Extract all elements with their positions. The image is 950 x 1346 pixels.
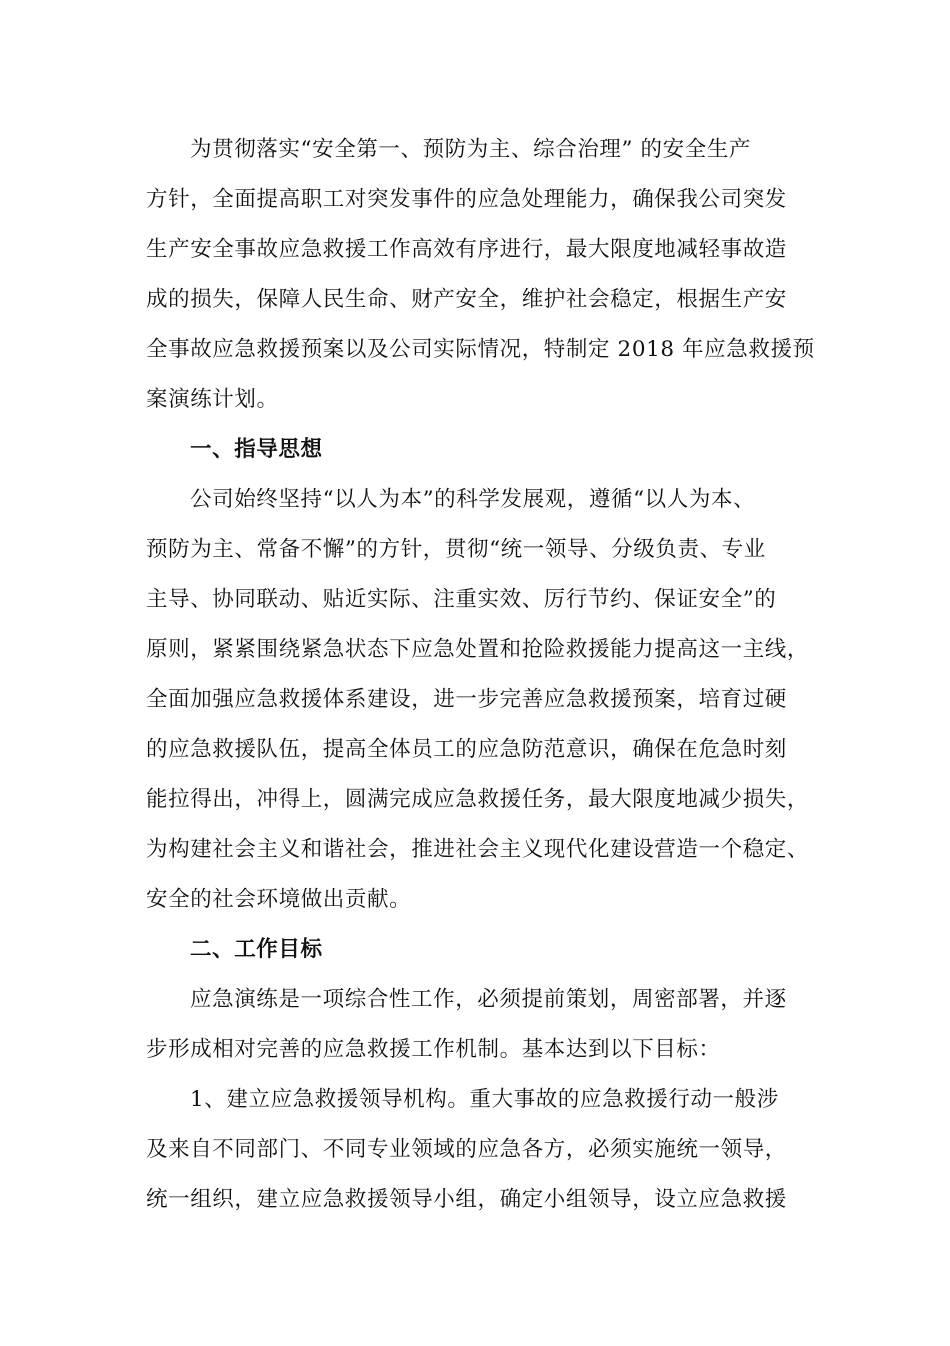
section1-line-5: 全面加强应急救援体系建设，进一步完善应急救援预案，培育过硬	[146, 687, 787, 712]
intro-line-4: 成的损失，保障人民生命、财产安全，维护社会稳定，根据生产安	[146, 287, 787, 312]
section2-line-4: 及来自不同部门、不同专业领域的应急各方，必须实施统一领导，	[146, 1137, 787, 1162]
intro-line-2: 方针，全面提高职工对突发事件的应急处理能力，确保我公司突发	[146, 187, 787, 212]
section1-line-4: 原则，紧紧围绕紧急状态下应急处置和抢险救援能力提高这一主线，	[146, 637, 810, 662]
section1-line-9: 安全的社会环境做出贡献。	[146, 887, 412, 912]
intro-line-3: 生产安全事故应急救援工作高效有序进行，最大限度地减轻事故造	[146, 237, 787, 262]
section1-line-2: 预防为主、常备不懈”的方针，贯彻“统一领导、分级负责、专业	[146, 537, 766, 562]
section1-line-3: 主导、协同联动、贴近实际、注重实效、厉行节约、保证安全”的	[146, 587, 777, 612]
intro-line-6: 案演练计划。	[146, 387, 279, 412]
section2-line-5: 统一组织，建立应急救援领导小组，确定小组领导，设立应急救援	[146, 1187, 787, 1212]
section1-line-8: 为构建社会主义和谐社会，推进社会主义现代化建设营造一个稳定、	[146, 837, 810, 862]
section2-line-2: 步形成相对完善的应急救援工作机制。基本达到以下目标：	[146, 1037, 721, 1062]
intro-line-5: 全事故应急救援预案以及公司实际情况，特制定 2018 年应急救援预	[146, 337, 815, 362]
section-heading-work-goals: 二、工作目标	[190, 937, 323, 962]
section1-line-7: 能拉得出，冲得上，圆满完成应急救援任务，最大限度地减少损失，	[146, 787, 810, 812]
section1-line-6: 的应急救援队伍，提高全体员工的应急防范意识，确保在危急时刻	[146, 737, 787, 762]
section-heading-guiding-thought: 一、指导思想	[190, 437, 323, 462]
intro-line-1: 为贯彻落实“安全第一、预防为主、综合治理” 的安全生产	[190, 137, 752, 162]
section2-line-3: 1、建立应急救援领导机构。重大事故的应急救援行动一般涉	[190, 1087, 779, 1112]
section2-line-1: 应急演练是一项综合性工作，必须提前策划，周密部署，并逐	[190, 987, 787, 1012]
section1-line-1: 公司始终坚持“以人为本”的科学发展观，遵循“以人为本、	[190, 487, 756, 512]
